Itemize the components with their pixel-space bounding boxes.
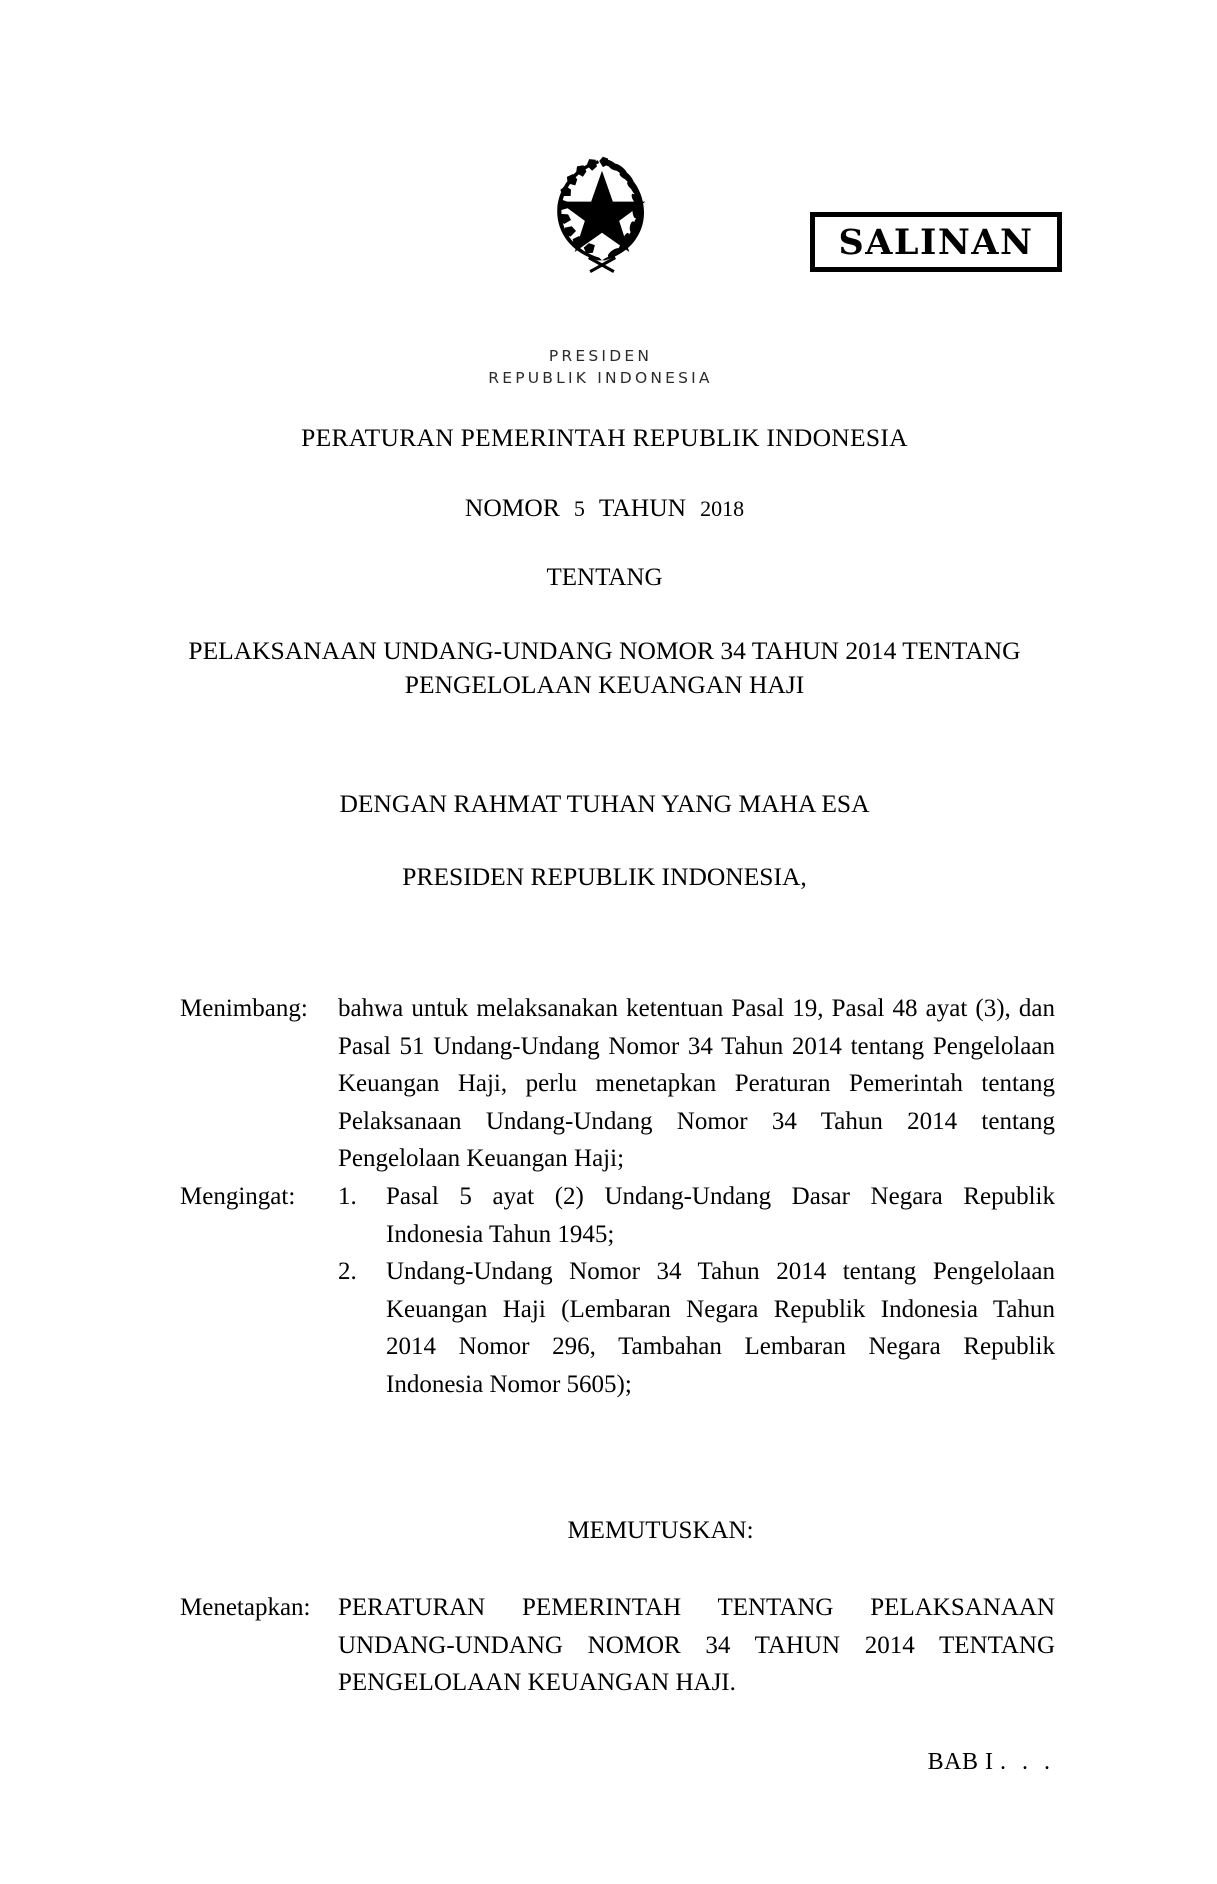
authority-text: PRESIDEN REPUBLIK INDONESIA,: [402, 861, 807, 891]
menetapkan-label: Menetapkan:: [180, 1594, 311, 1621]
garuda-star-wreath-icon: [532, 140, 672, 280]
invocation-text: DENGAN RAHMAT TUHAN YANG MAHA ESA: [339, 789, 870, 819]
list-item-marker: 2.: [338, 1258, 357, 1286]
mengingat-label: Mengingat:: [180, 1182, 296, 1210]
continuation-label: BAB I: [927, 1749, 994, 1775]
list-item: [338, 1178, 1055, 1253]
menimbang-clause: [180, 990, 1055, 1178]
subtitle-line-1: PELAKSANAAN UNDANG-UNDANG NOMOR 34 TAHUN 2014 TENTANG: [188, 636, 1021, 665]
presiden-caption: [0, 345, 1217, 390]
list-item-text: Undang-Undang Nomor 34 Tahun 2014 tentang Pengelolaan Keuangan Haji (Lembaran Negara Republik Indonesia Tahun 2014 Nomor 296, Tambahan Lembaran Negara Republik Indonesia Nomor 5605);: [386, 1258, 1055, 1398]
caption-line-1: PRESIDEN: [548, 347, 653, 365]
menimbang-label: Menimbang:: [180, 995, 308, 1022]
list-item-text: Pasal 5 ayat (2) Undang-Undang Dasar Negara Republik Indonesia Tahun 1945;: [386, 1182, 1055, 1248]
mengingat-list: [338, 1178, 1055, 1404]
mengingat-list-wrap: [338, 1178, 1055, 1404]
memutuskan-heading: MEMUTUSKAN:: [567, 1517, 754, 1544]
page-title: PERATURAN PEMERINTAH REPUBLIK INDONESIA: [301, 423, 908, 452]
subtitle-block: [0, 634, 1217, 701]
mengingat-clause: [180, 1178, 1055, 1404]
nomor-value: 5: [573, 495, 585, 521]
heading-block: [0, 425, 1217, 889]
nomor-label: NOMOR: [464, 492, 560, 522]
salinan-label: SALINAN: [838, 221, 1034, 263]
menetapkan-text: PERATURAN PEMERINTAH TENTANG PELAKSANAAN UNDANG-UNDANG NOMOR 34 TAHUN 2014 TENTANG PENGELOLAAN KEUANGAN HAJI.: [338, 1594, 1055, 1697]
list-item: [338, 1253, 1055, 1403]
menimbang-text: bahwa untuk melaksanakan ketentuan Pasal 19, Pasal 48 ayat (3), dan Pasal 51 Undang-Undang Nomor 34 Tahun 2014 tentang Pengelolaan Keuangan Haji, perlu menetapkan Peraturan Pemerintah tentang Pelaksanaan Undang-Undang Nomor 34 Tahun 2014 tentang Pengelolaan Keuangan Haji;: [338, 995, 1055, 1173]
subtitle-line-2: PENGELOLAAN KEUANGAN HAJI: [404, 669, 805, 699]
salinan-stamp: [810, 212, 1062, 272]
tentang-heading: TENTANG: [546, 564, 663, 591]
considerations-block: [180, 990, 1055, 1404]
list-item-marker: 1.: [338, 1182, 357, 1210]
tahun-value: 2018: [700, 495, 745, 521]
regulation-number-line: [0, 492, 1217, 522]
continuation-dots: . . .: [1000, 1749, 1055, 1775]
caption-line-2: REPUBLIK INDONESIA: [488, 369, 713, 388]
menetapkan-clause: [180, 1589, 1055, 1702]
continuation-note: [928, 1750, 1055, 1774]
tahun-label: TAHUN: [598, 492, 687, 522]
menetapkan-block: [180, 1589, 1055, 1702]
